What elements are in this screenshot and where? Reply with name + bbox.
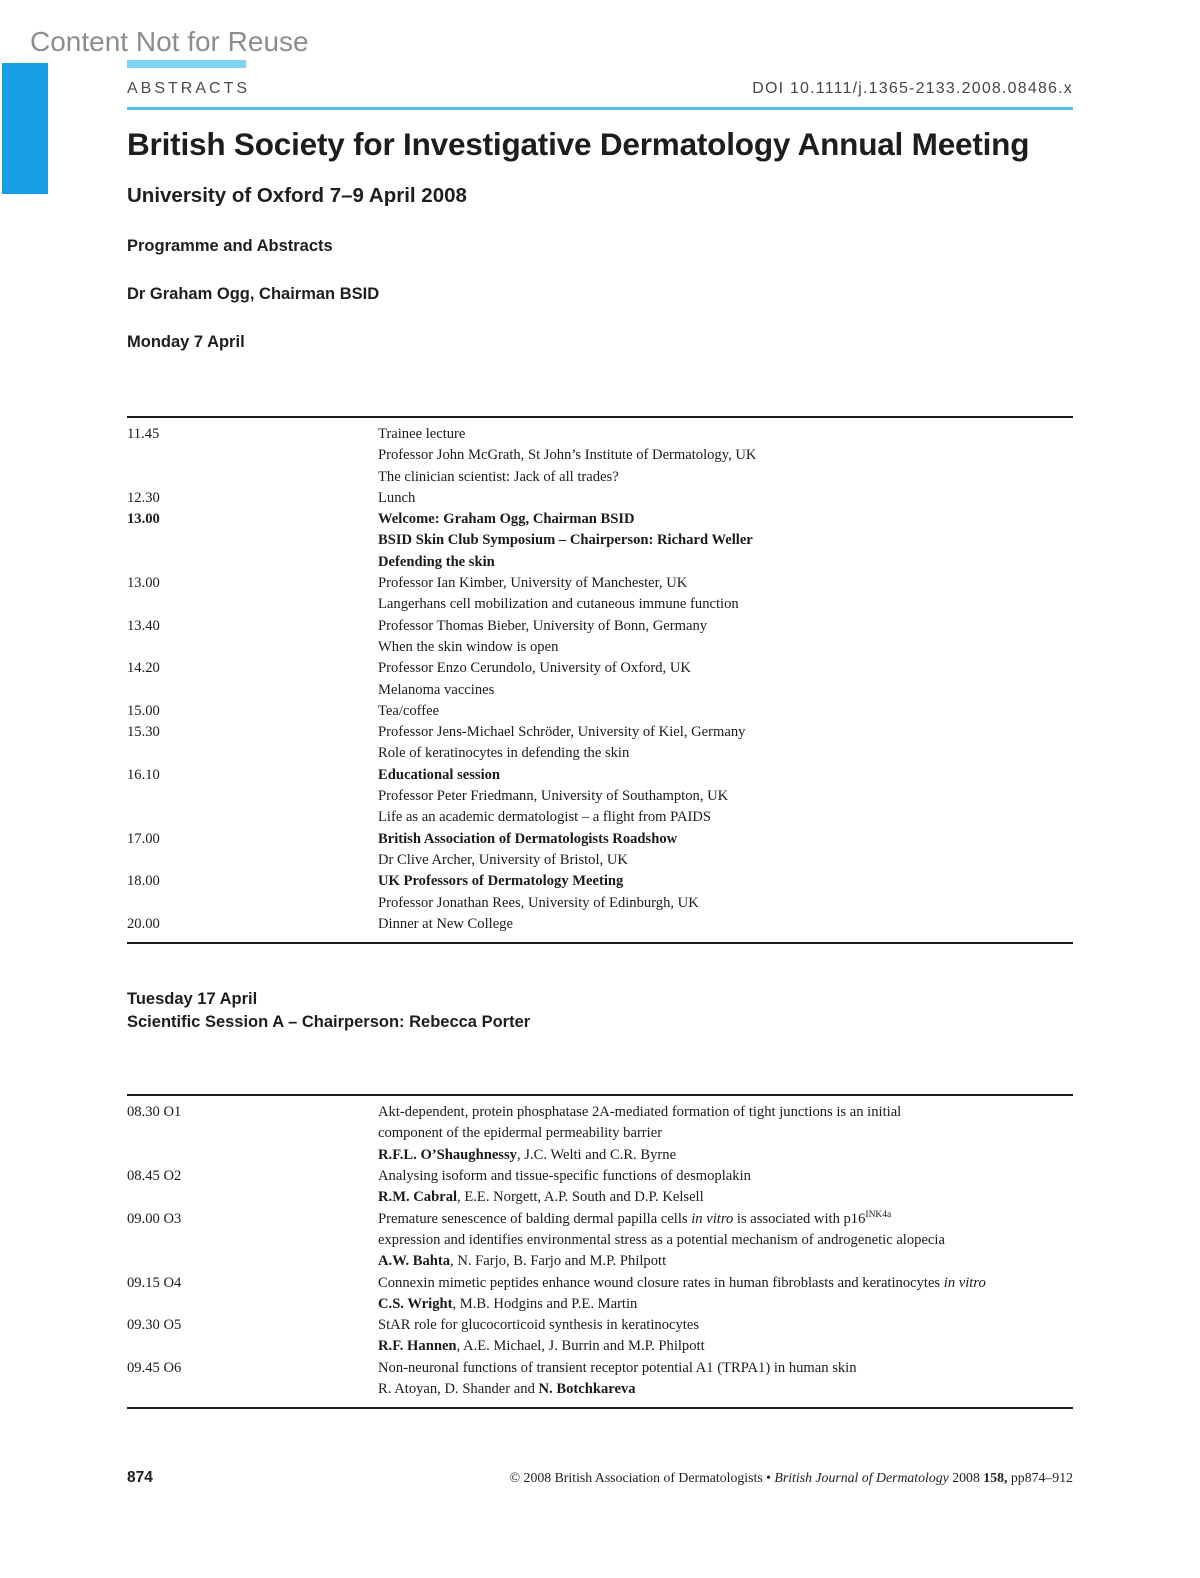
text-segment: expression and identifies environmental stress as a potential mechanism of androgenetic alopecia	[378, 1231, 945, 1248]
description-cell	[378, 424, 1073, 488]
text-segment: A.W. Bahta	[378, 1253, 451, 1270]
schedule-line: British Association of Dermatologists Roadshow	[378, 830, 678, 847]
description-cell	[378, 829, 1073, 872]
schedule-line	[378, 1315, 1073, 1336]
abstract-row	[127, 1102, 1073, 1166]
abstract-row	[127, 1273, 1073, 1316]
description-cell	[378, 765, 1073, 829]
schedule-line: Professor Jens-Michael Schröder, University of Kiel, Germany	[378, 724, 746, 741]
programme-row	[127, 871, 1073, 914]
description-cell	[378, 1315, 1073, 1358]
programme-row	[127, 488, 1073, 509]
schedule-line	[378, 1187, 1073, 1208]
text-segment: R.F.L. O’Shaughnessy	[378, 1146, 517, 1163]
schedule-line: Professor Jonathan Rees, University of Edinburgh, UK	[378, 894, 699, 911]
page-title: British Society for Investigative Dermatology Annual Meeting	[127, 126, 1030, 162]
text-segment: Analysing isoform and tissue-specific functions of desmoplakin	[378, 1168, 751, 1185]
header-rule	[127, 107, 1073, 110]
text-segment: R.M. Cabral	[378, 1189, 458, 1206]
schedule-line: Life as an academic dermatologist – a flight from PAIDS	[378, 809, 712, 826]
description-cell	[378, 658, 1073, 701]
time-cell: 20.00	[127, 915, 160, 932]
text-segment: in vitro	[691, 1210, 734, 1227]
section-kicker: ABSTRACTS	[127, 80, 251, 97]
schedule-line: Professor Ian Kimber, University of Manchester, UK	[378, 575, 688, 592]
programme-row	[127, 914, 1073, 935]
text-segment: R. Atoyan, D. Shander and	[378, 1380, 539, 1397]
schedule-line: Trainee lecture	[378, 426, 466, 442]
time-cell: 12.30	[127, 489, 160, 506]
description-cell	[378, 509, 1073, 573]
description-cell	[378, 1166, 1073, 1209]
day-heading-tuesday: Tuesday 17 April	[127, 990, 258, 1009]
description-cell	[378, 616, 1073, 659]
description-cell	[378, 1358, 1073, 1401]
text-segment: pp874–912	[1007, 1470, 1073, 1486]
text-segment: INK4a	[865, 1209, 892, 1220]
text-segment: Premature senescence of balding dermal papilla cells	[378, 1210, 692, 1227]
abstract-row	[127, 1166, 1073, 1209]
text-segment: , J.C. Welti and C.R. Byrne	[516, 1146, 677, 1163]
description-cell	[378, 871, 1073, 914]
text-segment: is associated with p16	[733, 1210, 866, 1227]
schedule-line: UK Professors of Dermatology Meeting	[378, 873, 624, 890]
page-header	[127, 80, 1073, 98]
schedule-line	[378, 1294, 1073, 1315]
time-cell: 13.00	[127, 575, 160, 592]
time-cell: 09.00 O3	[127, 1210, 182, 1227]
description-cell	[378, 573, 1073, 616]
page-number: 874	[127, 1469, 153, 1487]
schedule-line	[378, 1379, 1073, 1400]
schedule-line	[378, 1358, 1073, 1379]
description-cell	[378, 488, 1073, 509]
schedule-line: Welcome: Graham Ogg, Chairman BSID	[378, 511, 635, 528]
description-cell	[378, 1209, 1073, 1273]
copyright-line	[510, 1470, 1073, 1486]
programme-row	[127, 829, 1073, 872]
schedule-line: Melanoma vaccines	[378, 681, 495, 698]
text-segment: © 2008 British Association of Dermatologists •	[509, 1470, 775, 1486]
time-cell: 17.00	[127, 830, 160, 847]
time-cell: 15.30	[127, 724, 160, 741]
left-accent-bar	[2, 63, 48, 194]
chairman-line: Dr Graham Ogg, Chairman BSID	[127, 285, 380, 303]
text-segment: 2008	[948, 1470, 984, 1486]
schedule-line: BSID Skin Club Symposium – Chairperson: Richard Weller	[378, 532, 753, 549]
schedule-line	[378, 1251, 1073, 1272]
text-segment: Non-neuronal functions of transient receptor potential A1 (TRPA1) in human skin	[378, 1359, 857, 1376]
description-cell	[378, 1273, 1073, 1316]
text-segment: , M.B. Hodgins and P.E. Martin	[452, 1295, 638, 1312]
programme-label: Programme and Abstracts	[127, 237, 333, 255]
text-segment: Connexin mimetic peptides enhance wound closure rates in human fibroblasts and keratinocytes	[378, 1274, 944, 1291]
schedule-line	[378, 1145, 1073, 1166]
text-segment: StAR role for glucocorticoid synthesis in keratinocytes	[378, 1317, 699, 1334]
page-footer	[127, 1469, 1073, 1487]
doi-text: DOI 10.1111/j.1365-2133.2008.08486.x	[752, 80, 1073, 97]
page-content	[127, 0, 1073, 1487]
programme-row	[127, 658, 1073, 701]
session-heading	[127, 988, 1073, 1034]
description-cell	[378, 1102, 1073, 1166]
watermark-text: Content Not for Reuse	[30, 26, 309, 57]
schedule-line: Lunch	[378, 489, 416, 506]
schedule-line	[378, 1123, 1073, 1144]
schedule-line: Professor Thomas Bieber, University of Bonn, Germany	[378, 617, 708, 634]
schedule-line: When the skin window is open	[378, 638, 559, 655]
description-cell	[378, 722, 1073, 765]
time-cell: 08.30 O1	[127, 1104, 182, 1121]
text-segment: component of the epidermal permeability barrier	[378, 1125, 663, 1142]
schedule-line	[378, 1209, 1073, 1230]
time-cell: 11.45	[127, 426, 160, 442]
text-segment: , A.E. Michael, J. Burrin and M.P. Philpott	[456, 1338, 705, 1355]
schedule-line: The clinician scientist: Jack of all trades?	[378, 468, 619, 485]
description-cell	[378, 701, 1073, 722]
text-segment: C.S. Wright	[378, 1295, 453, 1312]
description-cell	[378, 914, 1073, 935]
text-segment: British Journal of Dermatology	[774, 1470, 949, 1486]
text-segment: N. Botchkareva	[538, 1380, 636, 1397]
programme-row	[127, 424, 1073, 488]
time-cell: 09.45 O6	[127, 1359, 182, 1376]
schedule-line: Dr Clive Archer, University of Bristol, UK	[378, 851, 628, 868]
time-cell: 09.15 O4	[127, 1274, 182, 1291]
schedule-line: Defending the skin	[378, 553, 495, 570]
schedule-line	[378, 1166, 1073, 1187]
schedule-line: Role of keratinocytes in defending the skin	[378, 745, 630, 762]
time-cell: 09.30 O5	[127, 1317, 182, 1334]
schedule-line	[378, 1230, 1073, 1251]
session-title: Scientific Session A – Chairperson: Rebecca Porter	[127, 1013, 531, 1032]
programme-row	[127, 616, 1073, 659]
schedule-line: Tea/coffee	[378, 702, 440, 719]
programme-table	[127, 416, 1073, 944]
text-segment: , N. Farjo, B. Farjo and M.P. Philpott	[450, 1253, 667, 1270]
abstract-row	[127, 1315, 1073, 1358]
schedule-line: Professor Peter Friedmann, University of Southampton, UK	[378, 788, 729, 805]
time-cell: 18.00	[127, 873, 160, 890]
day-heading-monday: Monday 7 April	[127, 333, 245, 351]
programme-row	[127, 509, 1073, 573]
schedule-line: Professor Enzo Cerundolo, University of Oxford, UK	[378, 660, 691, 677]
schedule-line	[378, 1273, 1073, 1294]
text-segment: R.F. Hannen	[378, 1338, 457, 1355]
programme-row	[127, 765, 1073, 829]
programme-row	[127, 701, 1073, 722]
schedule-line	[378, 1336, 1073, 1357]
abstract-row	[127, 1209, 1073, 1273]
schedule-line: Educational session	[378, 766, 501, 783]
programme-row	[127, 573, 1073, 616]
schedule-line	[378, 1102, 1073, 1123]
schedule-line: Dinner at New College	[378, 915, 513, 932]
time-cell: 13.40	[127, 617, 160, 634]
abstracts-table	[127, 1094, 1073, 1409]
time-cell: 16.10	[127, 766, 160, 783]
text-segment: , E.E. Norgett, A.P. South and D.P. Kelsell	[457, 1189, 704, 1206]
text-segment: 158,	[983, 1470, 1008, 1486]
schedule-line: Langerhans cell mobilization and cutaneous immune function	[378, 596, 739, 613]
time-cell: 13.00	[127, 511, 160, 528]
time-cell: 14.20	[127, 660, 160, 677]
programme-row	[127, 722, 1073, 765]
schedule-line: Professor John McGrath, St John’s Institute of Dermatology, UK	[378, 447, 757, 464]
text-segment: in vitro	[943, 1274, 986, 1291]
abstract-row	[127, 1358, 1073, 1401]
meeting-subtitle: University of Oxford 7–9 April 2008	[127, 184, 467, 207]
text-segment: Akt-dependent, protein phosphatase 2A-mediated formation of tight junctions is an initial	[378, 1104, 902, 1121]
time-cell: 15.00	[127, 702, 160, 719]
time-cell: 08.45 O2	[127, 1168, 182, 1185]
